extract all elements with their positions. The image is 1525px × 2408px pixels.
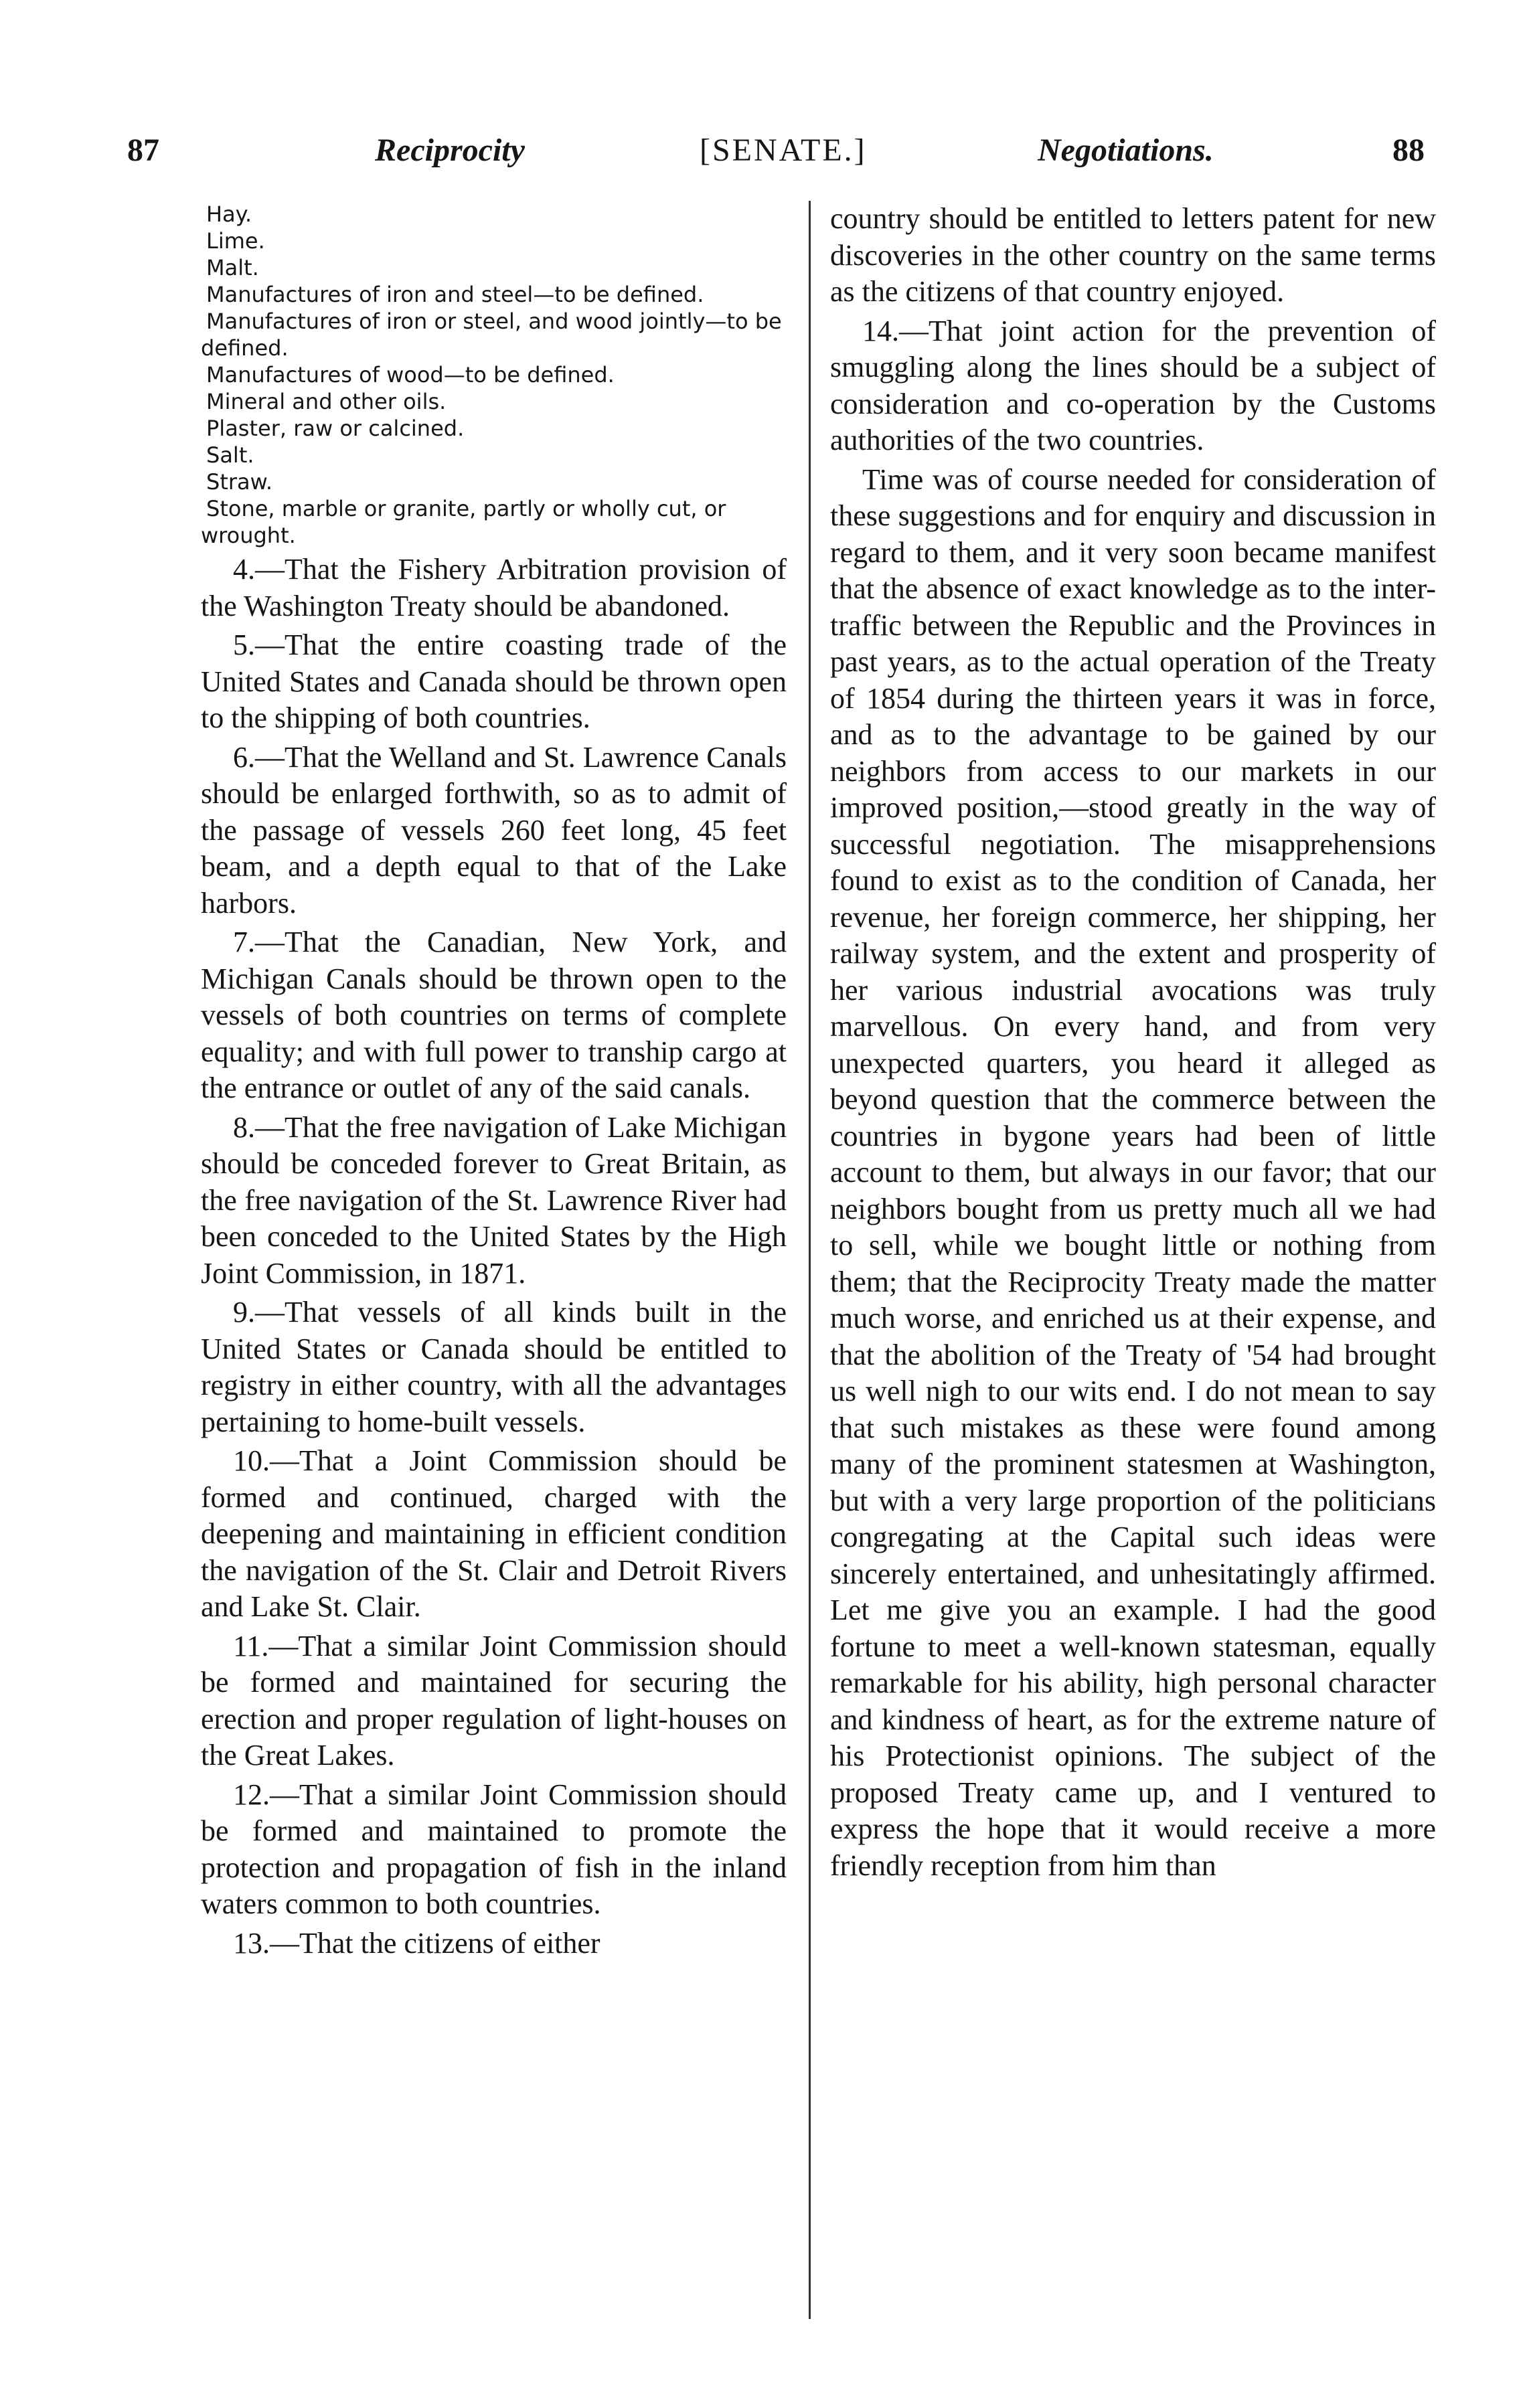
paragraph: 8.—That the free navigation of Lake Michigan should be conceded forever to Great Britain, as the free navigation of the St. Lawrence River had been conceded to the United States by the High Joint Commission, in 1871. — [201, 1110, 787, 1290]
right-column — [830, 201, 1436, 2328]
paragraph: 4.—That the Fishery Arbitration provision of the Washington Treaty should be abandoned. — [201, 553, 787, 622]
paragraph: 10.—That a Joint Commission should be formed and continued, charged with the deepening and maintaining in efficient condition the navigation of the St. Clair and Detroit Rivers and Lake St. Clair. — [201, 1444, 787, 1623]
paragraph: country should be entitled to letters patent for new discoveries in the other country on the same terms as the citizens of that country enjoyed. — [830, 202, 1436, 308]
list-item: Hay. — [206, 201, 252, 227]
running-head-left: Reciprocity — [375, 133, 525, 168]
paragraph: 12.—That a similar Joint Commission should be formed and maintained to promote the protection and propagation of fish in the inland waters common to both countries. — [201, 1778, 787, 1920]
list-item: Straw. — [206, 469, 273, 495]
running-head-right: Negotiations. — [1038, 133, 1214, 168]
list-item: Mineral and other oils. — [206, 389, 447, 414]
paragraph: 14.—That joint action for the prevention of smuggling along the lines should be a subject of consideration and co-operation by the Customs authorities of the two countries. — [830, 314, 1436, 456]
paragraph: 13.—That the citizens of either — [233, 1926, 600, 1960]
paragraph: 7.—That the Canadian, New York, and Michigan Canals should be thrown open to the vessels of both countries on terms of complete equality; and with full power to tranship cargo at the entrance or outlet of any of the said canals. — [201, 926, 787, 1104]
running-head-center: [SENATE.] — [700, 133, 867, 168]
list-item: Plaster, raw or calcined. — [206, 416, 465, 441]
list-item: Manufactures of iron or steel, and wood jointly—to be defined. — [201, 309, 782, 361]
left-column — [201, 201, 787, 2328]
paragraph: 11.—That a similar Joint Commission should be formed and maintained for securing the erection and proper regulation of light-houses on the Great Lakes. — [201, 1629, 787, 1772]
list-item: Lime. — [206, 228, 265, 254]
paragraph: 5.—That the entire coasting trade of the United States and Canada should be thrown open to the shipping of both countries. — [201, 628, 787, 734]
list-item: Salt. — [206, 442, 254, 468]
paragraph: Time was of course needed for consideration of these suggestions and for enquiry and discussion in regard to them, and it very soon became manifest that the absence of exact knowledge as to the inter-traffic between the Republic and the Provinces in past years, as to the actual operation of the Treaty of 1854 during the thirteen years it was in force, and as to the advantage to be gained by our neighbors from access to our markets in our improved position,—stood greatly in the way of successful negotiation. The misapprehensions found to exist as to the condition of Canada, her revenue, her foreign commerce, her shipping, her railway system, and the extent and prosperity of her various industrial avocations was truly marvellous. On every hand, and from very unexpected quarters, you heard it alleged as beyond question that the commerce between the countries in bygone years had been of little account to them, but always in our favor; that our neighbors bought from us pretty much all we had to sell, while we bought little or nothing from them; that the Reciprocity Treaty made the matter much worse, and enriched us at their expense, and that the abolition of the Treaty of '54 had brought us well nigh to our wits end. I do not mean to say that such mistakes as these were found among many of the prominent statesmen at Washington, but with a very large proportion of the politicians congregating at the Capital such ideas were sincerely entertained, and unhesitatingly affirmed. Let me give you an example. I had the good fortune to meet a well-known statesman, equally remarkable for his ability, high personal character and kindness of heart, as for the extreme nature of his Protectionist opinions. The subject of the proposed Treaty came up, and I ventured to express the hope that it would receive a more friendly reception from him than — [830, 462, 1436, 1882]
list-item: Malt. — [206, 255, 259, 280]
page-number-right: 88 — [1392, 133, 1425, 168]
list-item: Manufactures of iron and steel—to be defined. — [206, 282, 704, 307]
list-item: Stone, marble or granite, partly or wholly cut, or wrought. — [201, 496, 726, 548]
page-number-left: 87 — [127, 133, 159, 168]
paragraph: 6.—That the Welland and St. Lawrence Canals should be enlarged forthwith, so as to admit of the passage of vessels 260 feet long, 45 feet beam, and a depth equal to that of the Lake harbors. — [201, 740, 787, 920]
list-item: Manufactures of wood—to be defined. — [206, 362, 615, 388]
page-header — [127, 127, 1425, 187]
paragraph: 9.—That vessels of all kinds built in the United States or Canada should be entitled to registry in either country, with all the advantages pertaining to home-built vessels. — [201, 1296, 787, 1438]
column-divider — [809, 201, 811, 2319]
